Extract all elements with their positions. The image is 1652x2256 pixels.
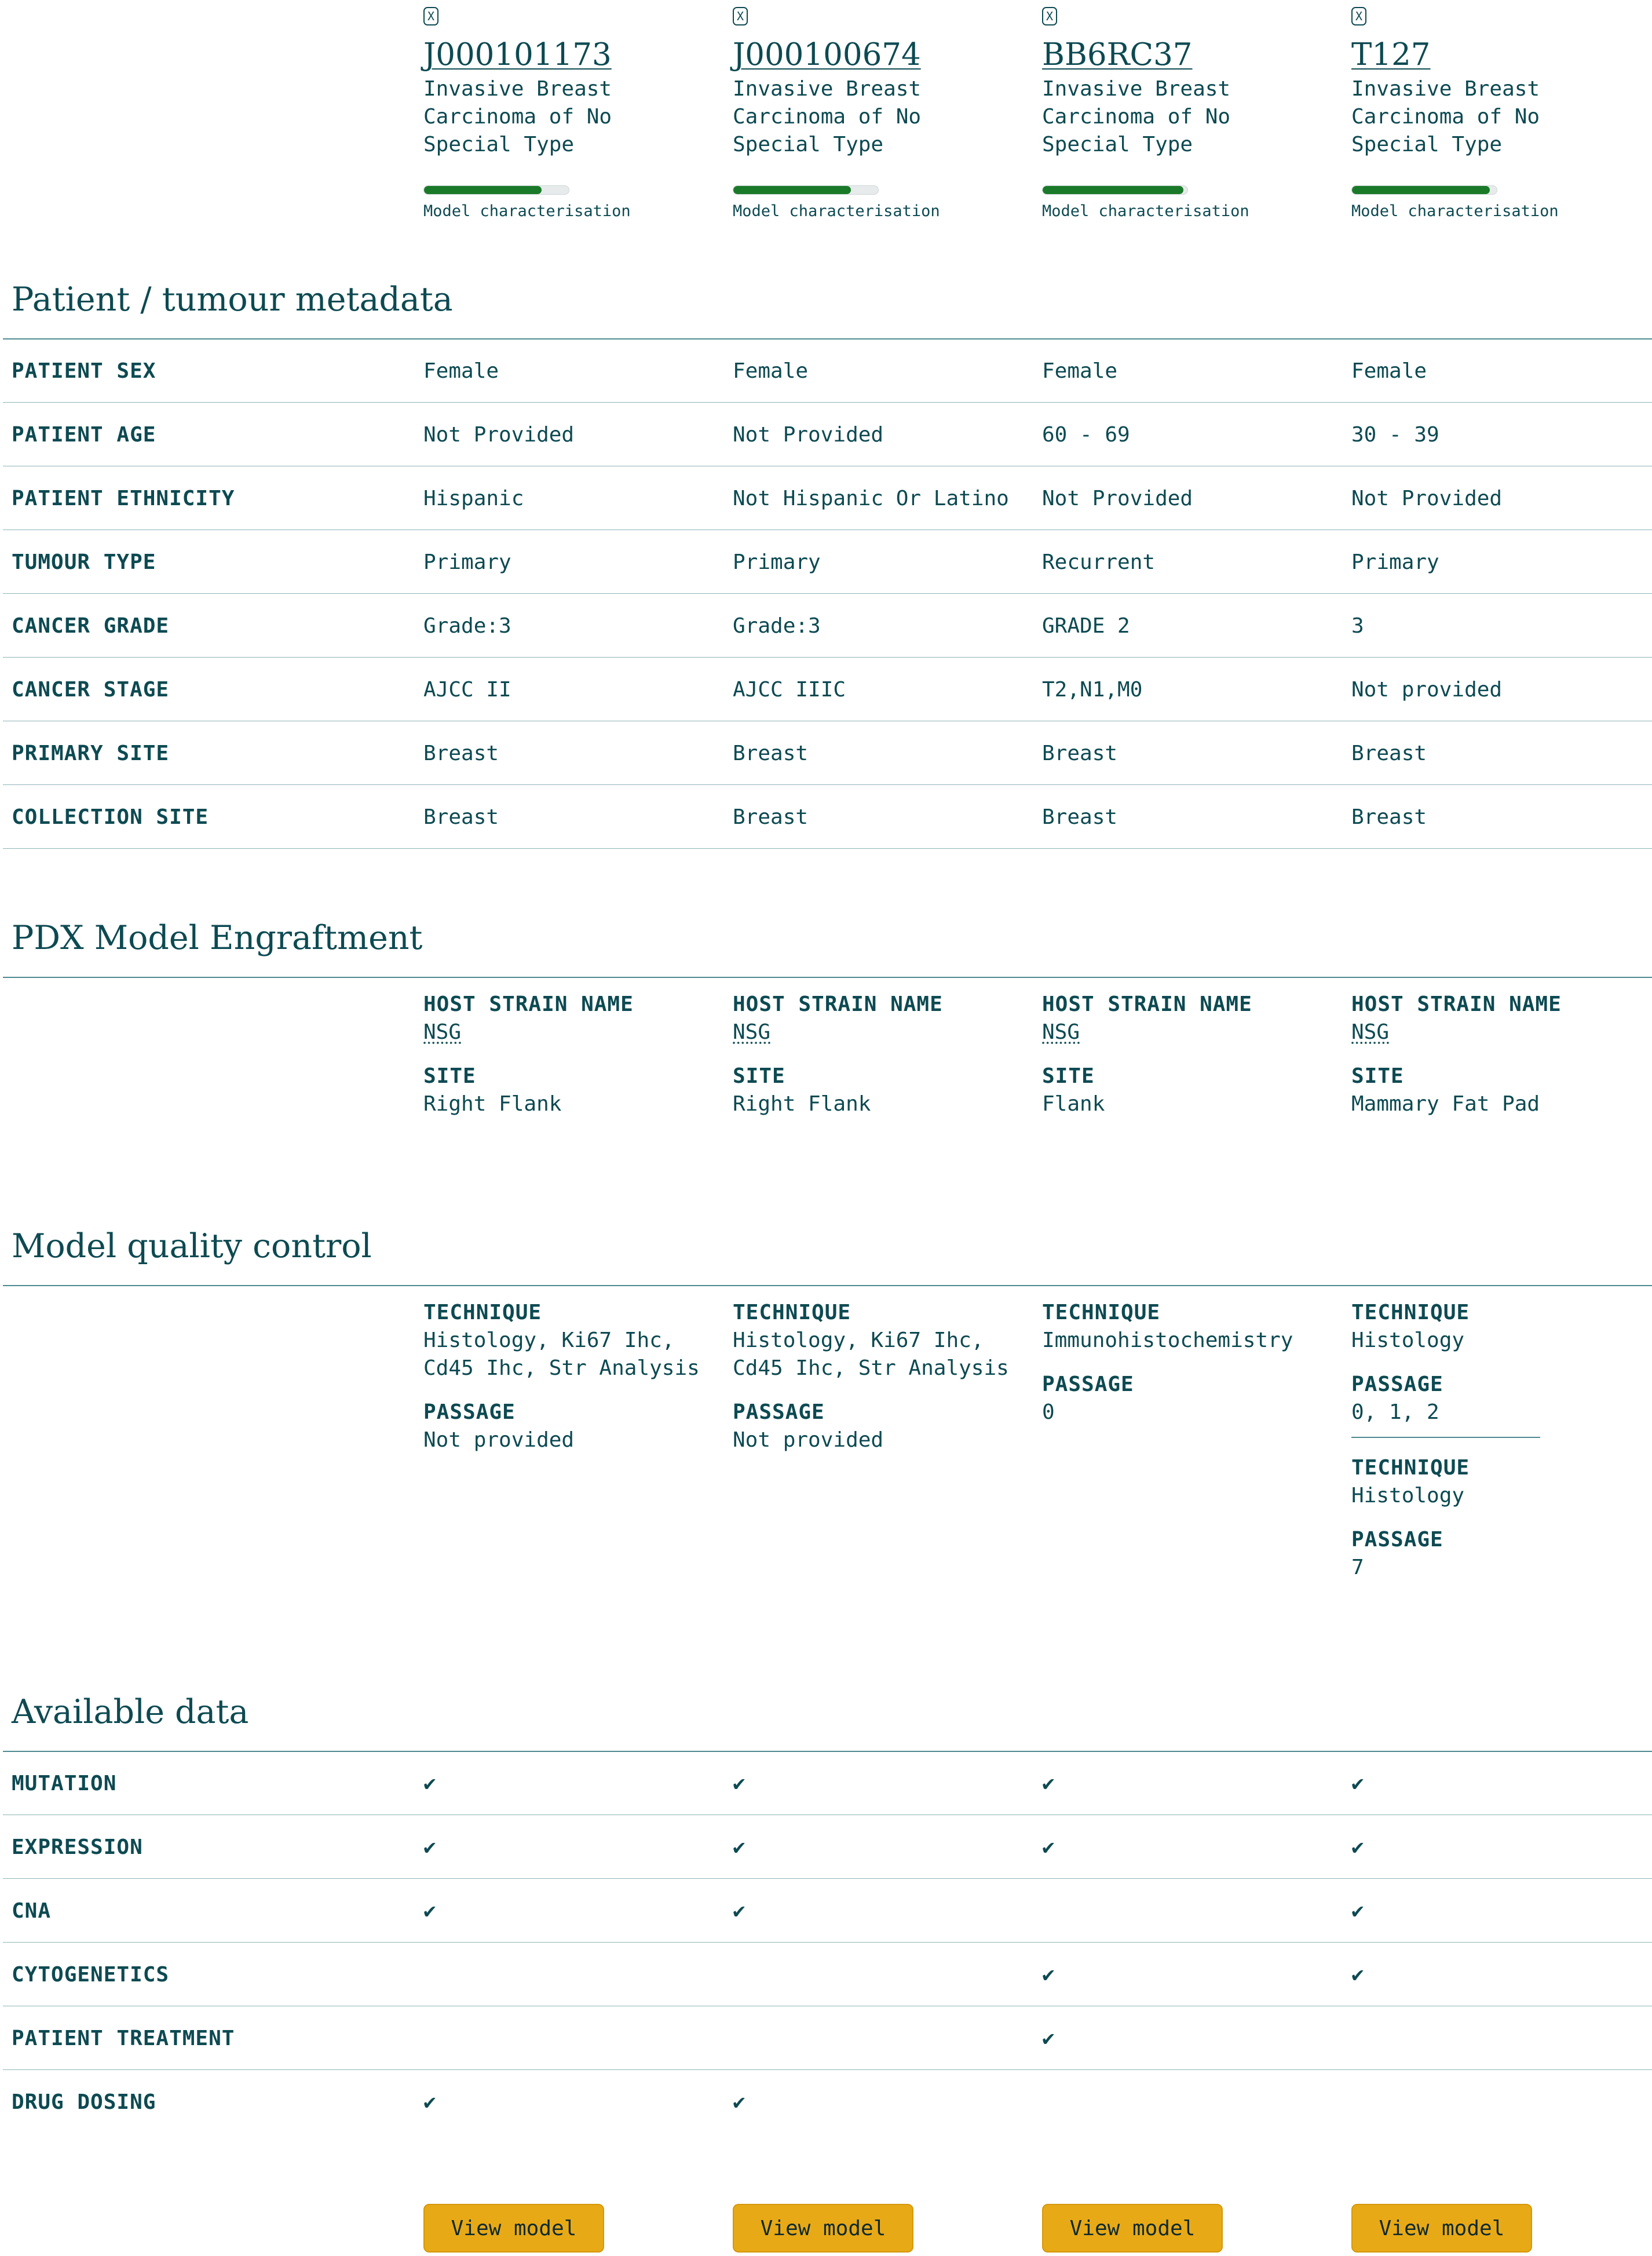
check-icon: ✔ [1351,1899,1364,1923]
metadata-row [0,340,1652,402]
row-label: PATIENT ETHNICITY [12,486,235,510]
remove-model-button[interactable] [733,7,748,25]
remove-model-button[interactable] [1042,7,1057,25]
check-icon: ✔ [423,1899,436,1923]
passage-label: PASSAGE [1042,1372,1134,1396]
model-header [423,7,713,221]
site-value: Right Flank [423,1092,562,1116]
characterisation-progress [1042,185,1188,195]
host-strain-value [423,1019,713,1046]
row-value: Breast [423,741,499,765]
passage-label: PASSAGE [423,1400,516,1424]
row-value: Female [733,359,809,383]
site-label: SITE [1042,1064,1095,1088]
row-value: Not Provided [423,422,575,447]
passage-value: 0, 1, 2 [1351,1400,1439,1424]
row-value: Not Provided [733,422,884,447]
characterisation-progress-fill [1043,186,1183,194]
check-icon: ✔ [1351,1962,1364,1987]
histology: Invasive Breast Carcinoma of No Special Type [1042,77,1231,156]
row-label: COLLECTION SITE [12,805,209,829]
model-id-link[interactable]: J000100674 [733,37,921,72]
spacer [733,1382,1022,1399]
passage-value: Not provided [733,1428,884,1452]
row-label: CYTOGENETICS [12,1962,170,1987]
spacer [733,1046,1022,1063]
row-divider [3,848,1652,849]
metadata-row [0,531,1652,593]
characterisation-progress [1351,185,1497,195]
characterisation-progress [733,185,879,195]
row-value: AJCC II [423,677,511,702]
row-value: Grade:3 [423,614,511,638]
host-strain-label: HOST STRAIN NAME [1351,992,1562,1016]
site-label: SITE [423,1064,476,1088]
view-model-button[interactable]: View model [1351,2204,1532,2253]
row-value: Primary [423,550,511,574]
row-divider [3,593,1652,594]
view-model-button[interactable]: View model [1042,2204,1223,2253]
characterisation-label: Model characterisation [1042,202,1249,220]
model-id-link[interactable]: J000101173 [423,37,612,72]
row-label: DRUG DOSING [12,2090,156,2114]
passage-label: PASSAGE [1351,1528,1443,1552]
technique-value: Histology, Ki67 Ihc, Cd45 Ihc, Str Analysis [423,1328,700,1380]
spacer [423,1046,713,1063]
available-section-title: Available data [12,1693,249,1731]
row-value: Primary [1351,550,1439,574]
host-strain-label: HOST STRAIN NAME [423,992,634,1016]
characterisation-progress-fill [1352,186,1490,194]
host-strain-value [1042,1019,1332,1046]
spacer [1351,1046,1641,1063]
metadata-section-title: Patient / tumour metadata [12,280,453,319]
characterisation-progress [423,185,569,195]
row-label: PATIENT SEX [12,359,156,383]
row-value: Breast [1351,805,1427,829]
technique-label: TECHNIQUE [733,1301,851,1324]
spacer [1042,1046,1332,1063]
characterisation-label: Model characterisation [1351,202,1559,220]
model-header [1042,7,1332,221]
row-divider [3,1942,1652,1943]
quality-section-title: Model quality control [12,1227,372,1265]
row-value: Breast [733,741,809,765]
metadata-row [0,403,1652,466]
technique-label: TECHNIQUE [1351,1301,1470,1324]
row-value: Recurrent [1042,550,1156,574]
row-value: T2,N1,M0 [1042,677,1143,702]
host-strain-label: HOST STRAIN NAME [733,992,943,1016]
row-label: PRIMARY SITE [12,741,170,765]
row-value: Female [1042,359,1118,383]
engraftment-column [733,991,1022,1118]
row-value: Breast [1042,805,1118,829]
host-strain-abbr: NSG [1042,1020,1080,1044]
row-divider [3,784,1652,785]
row-divider [3,657,1652,658]
row-label: CNA [12,1899,52,1923]
close-icon: X [1046,9,1054,23]
technique-value: Immunohistochemistry [1042,1328,1293,1352]
available-row [0,1816,1652,1878]
check-icon: ✔ [423,1771,436,1795]
check-icon: ✔ [1351,1771,1364,1795]
remove-model-button[interactable] [423,7,438,25]
row-value: 60 - 69 [1042,422,1130,447]
row-value: Not Provided [1351,486,1503,510]
section-divider [3,1285,1652,1286]
available-row [0,1752,1652,1815]
row-value: Primary [733,550,821,574]
passage-label: PASSAGE [733,1400,825,1424]
host-strain-value [733,1019,1022,1046]
characterisation-label: Model characterisation [423,202,631,220]
host-strain-abbr: NSG [1351,1020,1390,1044]
row-value: 3 [1351,614,1364,638]
technique-label: TECHNIQUE [1042,1301,1161,1324]
check-icon: ✔ [1351,1835,1364,1859]
section-divider [3,977,1652,978]
model-header [1351,7,1641,221]
close-icon: X [427,9,435,23]
quality-column [1351,1299,1641,1582]
engraftment-section-title: PDX Model Engraftment [12,919,423,957]
metadata-row [0,658,1652,721]
view-model-button[interactable]: View model [733,2204,913,2253]
metadata-row [0,594,1652,657]
row-divider [3,1878,1652,1879]
remove-model-button[interactable] [1351,7,1366,25]
engraftment-column [423,991,713,1118]
check-icon: ✔ [1042,1835,1055,1859]
site-value: Right Flank [733,1092,871,1116]
row-label: EXPRESSION [12,1835,143,1859]
site-value: Flank [1042,1092,1105,1116]
entry-divider [1351,1437,1540,1438]
characterisation-progress-fill [733,186,851,194]
histology: Invasive Breast Carcinoma of No Special Type [1351,77,1540,156]
row-label: CANCER GRADE [12,614,170,638]
row-value: Female [1351,359,1427,383]
check-icon: ✔ [733,1899,745,1923]
characterisation-label: Model characterisation [733,202,940,220]
quality-column [733,1299,1022,1454]
row-divider [3,402,1652,403]
row-value: AJCC IIIC [733,677,846,702]
model-header [733,7,1022,221]
model-id-link[interactable]: T127 [1351,37,1431,72]
quality-column [1042,1299,1332,1426]
row-label: TUMOUR TYPE [12,550,156,574]
histology: Invasive Breast Carcinoma of No Special Type [733,77,922,156]
row-value: Breast [733,805,809,829]
host-strain-label: HOST STRAIN NAME [1042,992,1252,1016]
site-label: SITE [1351,1064,1404,1088]
row-value: Not provided [1351,677,1503,702]
row-label: MUTATION [12,1771,117,1795]
spacer [1351,1510,1641,1526]
row-value: Hispanic [423,486,524,510]
technique-value: Histology [1351,1328,1465,1352]
technique-value: Histology, Ki67 Ihc, Cd45 Ihc, Str Analysis [733,1328,1009,1380]
check-icon: ✔ [733,2090,745,2114]
check-icon: ✔ [1042,2026,1055,2050]
passage-value: Not provided [423,1428,575,1452]
metadata-row [0,722,1652,784]
row-value: Female [423,359,499,383]
spacer [423,1382,713,1399]
check-icon: ✔ [1042,1962,1055,1987]
engraftment-column [1042,991,1332,1118]
check-icon: ✔ [423,1835,436,1859]
row-value: Breast [423,805,499,829]
model-id-link[interactable]: BB6RC37 [1042,37,1193,72]
quality-column [423,1299,713,1454]
check-icon: ✔ [423,2090,436,2114]
metadata-row [0,786,1652,848]
row-label: PATIENT TREATMENT [12,2026,235,2050]
row-label: CANCER STAGE [12,677,170,702]
technique-value: Histology [1351,1484,1465,1507]
close-icon: X [736,9,744,23]
available-row [0,2071,1652,2133]
row-label: PATIENT AGE [12,422,156,447]
row-value: Breast [1351,741,1427,765]
row-value: Breast [1042,741,1118,765]
view-model-button[interactable]: View model [423,2204,604,2253]
passage-label: PASSAGE [1351,1372,1443,1396]
spacer [1042,1355,1332,1371]
technique-label: TECHNIQUE [423,1301,542,1324]
site-label: SITE [733,1064,785,1088]
row-value: Grade:3 [733,614,821,638]
check-icon: ✔ [1042,1771,1055,1795]
spacer [1351,1355,1641,1371]
available-row [0,1879,1652,1942]
row-value: Not Hispanic Or Latino [733,486,1009,510]
close-icon: X [1355,9,1363,23]
row-divider [3,2069,1652,2070]
row-value: 30 - 39 [1351,422,1439,447]
available-row [0,1943,1652,2006]
engraftment-column [1351,991,1641,1118]
passage-value: 7 [1351,1556,1364,1579]
host-strain-value [1351,1019,1641,1046]
check-icon: ✔ [733,1835,745,1859]
site-value: Mammary Fat Pad [1351,1092,1540,1116]
row-value: GRADE 2 [1042,614,1130,638]
row-value: Not Provided [1042,486,1193,510]
technique-label: TECHNIQUE [1351,1456,1470,1480]
check-icon: ✔ [733,1771,745,1795]
metadata-row [0,467,1652,530]
host-strain-abbr: NSG [423,1020,462,1044]
histology: Invasive Breast Carcinoma of No Special Type [423,77,612,156]
available-row [0,2007,1652,2069]
characterisation-progress-fill [424,186,542,194]
passage-value: 0 [1042,1400,1055,1424]
host-strain-abbr: NSG [733,1020,771,1044]
